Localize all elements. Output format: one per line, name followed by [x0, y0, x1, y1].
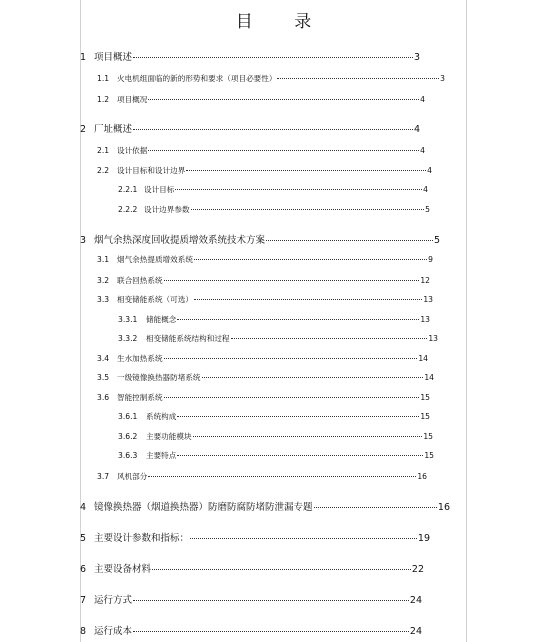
toc-entry-title: 厂址概述	[94, 124, 133, 135]
toc-entry-title: 运行方式	[94, 595, 133, 606]
toc-entry-1[interactable]	[80, 51, 420, 65]
toc-entry-3-6[interactable]	[97, 391, 430, 405]
toc-entry-page-number: 15	[424, 451, 434, 460]
toc-entry-title: 主要特点	[146, 451, 177, 460]
toc-entry-page-number: 5	[425, 205, 430, 214]
toc-dot-leader	[152, 569, 411, 570]
toc-dot-leader	[164, 280, 420, 281]
toc-entry-6[interactable]	[80, 563, 424, 577]
toc-entry-page-number: 5	[433, 235, 440, 246]
toc-dot-leader	[148, 150, 419, 151]
toc-entry-page-number: 13	[420, 315, 430, 324]
toc-entry-page-number: 13	[423, 295, 433, 304]
toc-entry-title: 火电机组面临的新的形势和要求（项目必要性）	[117, 74, 277, 83]
toc-dot-leader	[177, 455, 423, 456]
toc-entry-title: 烟气余热提质增效系统	[117, 255, 193, 264]
toc-entry-number: 3.3	[97, 295, 110, 304]
toc-entry-page-number: 12	[420, 276, 430, 285]
toc-entry-page-number: 13	[428, 334, 438, 343]
toc-dot-leader	[186, 170, 426, 171]
toc-entry-page-number: 4	[413, 124, 420, 135]
toc-entry-page-number: 4	[420, 95, 425, 104]
toc-entry-number: 6	[80, 564, 87, 575]
toc-entry-3-3-1[interactable]	[118, 313, 430, 327]
toc-dot-leader	[175, 189, 422, 190]
toc-dot-leader	[194, 299, 422, 300]
toc-entry-title: 烟气余热深度回收提质增效系统技术方案	[94, 235, 266, 246]
toc-entry-page-number: 4	[423, 185, 428, 194]
toc-entry-3-6-1[interactable]	[118, 410, 430, 424]
toc-entry-title: 项目概况	[117, 95, 148, 104]
toc-dot-leader	[191, 209, 425, 210]
toc-entry-number: 3.6.2	[118, 432, 138, 441]
toc-entry-number: 1.2	[97, 95, 110, 104]
toc-entry-2-1[interactable]	[97, 144, 425, 158]
toc-entry-page-number: 19	[417, 533, 430, 544]
toc-entry-title: 设计依据	[117, 146, 148, 155]
toc-entry-number: 3.6	[97, 393, 110, 402]
toc-entry-title: 相变储能系统结构和过程	[146, 334, 230, 343]
toc-entry-3-6-2[interactable]	[118, 430, 433, 444]
toc-entry-page-number: 24	[409, 626, 422, 637]
toc-entry-page-number: 15	[420, 412, 430, 421]
toc-entry-page-number: 9	[428, 255, 433, 264]
toc-entry-page-number: 3	[440, 74, 445, 83]
toc-entry-number: 3.7	[97, 472, 110, 481]
toc-entry-title: 项目概述	[94, 52, 133, 63]
toc-entry-title: 设计边界参数	[144, 205, 190, 214]
toc-entry-page-number: 22	[411, 564, 424, 575]
toc-entry-number: 3.3.1	[118, 315, 138, 324]
toc-entry-3-7[interactable]	[97, 470, 427, 484]
toc-dot-leader	[133, 631, 409, 632]
toc-entry-number: 3	[80, 235, 87, 246]
toc-entry-title: 智能控制系统	[117, 393, 163, 402]
toc-entry-number: 2	[80, 124, 87, 135]
toc-dot-leader	[231, 338, 428, 339]
toc-dot-leader	[148, 99, 419, 100]
toc-dot-leader	[193, 436, 423, 437]
toc-entry-3-4[interactable]	[97, 352, 428, 366]
toc-entry-title: 主要设备材料	[94, 564, 152, 575]
toc-entry-3[interactable]	[80, 234, 440, 248]
toc-entry-5[interactable]	[80, 532, 430, 546]
toc-entry-page-number: 16	[417, 472, 427, 481]
toc-entry-number: 3.6.3	[118, 451, 138, 460]
toc-entry-3-3-2[interactable]	[118, 332, 438, 346]
toc-dot-leader	[202, 377, 424, 378]
toc-dot-leader	[177, 319, 419, 320]
toc-dot-leader	[194, 259, 427, 260]
toc-entry-page-number: 15	[420, 393, 430, 402]
toc-entry-page-number: 3	[413, 52, 420, 63]
toc-entry-2-2-2[interactable]	[118, 203, 430, 217]
toc-entry-number: 2.2.1	[118, 185, 138, 194]
toc-entry-number: 3.1	[97, 255, 110, 264]
toc-dot-leader	[177, 416, 419, 417]
toc-entry-page-number: 4	[420, 146, 425, 155]
toc-entry-number: 3.5	[97, 373, 110, 382]
toc-entry-page-number: 15	[423, 432, 433, 441]
toc-entry-title: 储能概念	[146, 315, 177, 324]
toc-entry-7[interactable]	[80, 594, 422, 608]
toc-entry-page-number: 16	[437, 502, 450, 513]
toc-dot-leader	[133, 129, 413, 130]
toc-entry-page-number: 14	[418, 354, 428, 363]
toc-entry-title: 主要设计参数和指标：	[94, 533, 190, 544]
toc-entry-page-number: 14	[424, 373, 434, 382]
toc-entry-1-1[interactable]	[97, 72, 445, 86]
toc-entry-title: 镜像换热器（烟道换热器）防磨防腐防堵防泄漏专题	[94, 502, 313, 513]
toc-dot-leader	[164, 358, 418, 359]
toc-dot-leader	[266, 240, 433, 241]
toc-entry-8[interactable]	[80, 625, 422, 639]
toc-entry-number: 1	[80, 52, 87, 63]
toc-dot-leader	[277, 78, 439, 79]
toc-entry-2[interactable]	[80, 123, 420, 137]
toc-entry-number: 2.2	[97, 166, 110, 175]
toc-entry-number: 3.6.1	[118, 412, 138, 421]
toc-entry-title: 一级镜像换热器防堵系统	[117, 373, 201, 382]
toc-entry-title: 风机部分	[117, 472, 148, 481]
toc-entry-number: 3.2	[97, 276, 110, 285]
toc-dot-leader	[133, 57, 413, 58]
toc-entry-title: 生水加热系统	[117, 354, 163, 363]
toc-entry-3-5[interactable]	[97, 371, 434, 385]
toc-entry-number: 7	[80, 595, 87, 606]
toc-dot-leader	[190, 538, 417, 539]
toc-dot-leader	[314, 507, 437, 508]
toc-entry-3-3[interactable]	[97, 293, 433, 307]
toc-entry-title: 联合回热系统	[117, 276, 163, 285]
toc-entry-2-2-1[interactable]	[118, 183, 428, 197]
toc-dot-leader	[133, 600, 409, 601]
toc-entry-number: 2.2.2	[118, 205, 138, 214]
toc-entry-page-number: 24	[409, 595, 422, 606]
toc-entry-3-6-3[interactable]	[118, 449, 434, 463]
toc-entry-title: 相变储能系统（可选）	[117, 295, 193, 304]
toc-entry-number: 3.3.2	[118, 334, 138, 343]
toc-entry-number: 2.1	[97, 146, 110, 155]
toc-title: 目 录	[235, 12, 330, 32]
toc-entry-1-2[interactable]	[97, 93, 425, 107]
toc-entry-2-2[interactable]	[97, 164, 432, 178]
toc-entry-number: 5	[80, 533, 87, 544]
toc-entry-3-1[interactable]	[97, 253, 433, 267]
toc-entry-page-number: 4	[427, 166, 432, 175]
toc-entry-number: 3.4	[97, 354, 110, 363]
toc-dot-leader	[148, 476, 416, 477]
toc-entry-number: 8	[80, 626, 87, 637]
toc-entry-title: 设计目标	[144, 185, 175, 194]
toc-entry-number: 4	[80, 502, 87, 513]
toc-entry-3-2[interactable]	[97, 274, 430, 288]
toc-entry-title: 运行成本	[94, 626, 133, 637]
toc-entry-4[interactable]	[80, 501, 450, 515]
toc-entry-title: 设计目标和设计边界	[117, 166, 186, 175]
toc-entry-number: 1.1	[97, 74, 110, 83]
toc-entry-title: 主要功能模块	[146, 432, 192, 441]
toc-entry-title: 系统构成	[146, 412, 177, 421]
toc-dot-leader	[164, 397, 420, 398]
